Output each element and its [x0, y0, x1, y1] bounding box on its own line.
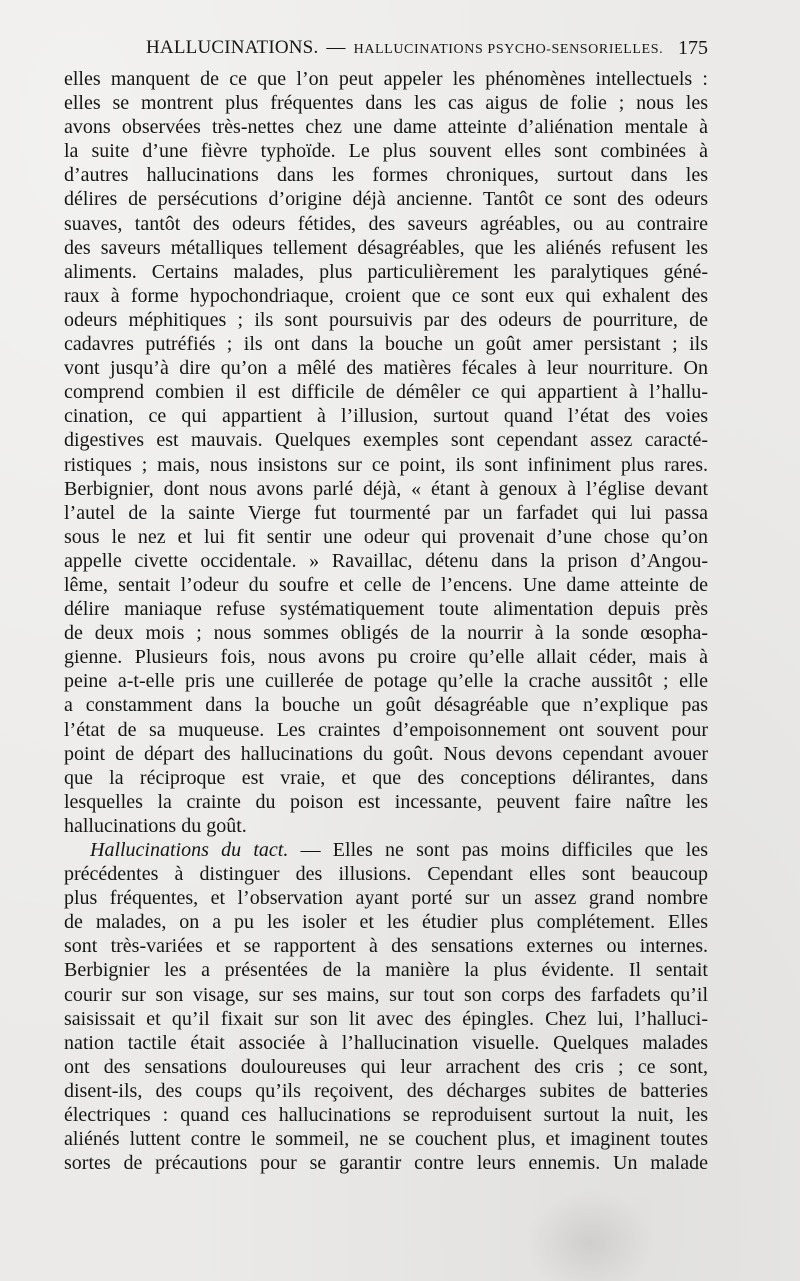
section-heading-continuation: — Elles ne sont pas moins difficiles que les	[288, 839, 708, 861]
text-line: l’état de sa muqueuse. Les craintes d’empoisonnement ont souvent pour	[64, 718, 708, 741]
text-line: aliments. Certains malades, plus particulièrement les paralytiques géné-	[64, 260, 708, 283]
section-heading-tact: Hallucinations du tact.	[90, 839, 289, 861]
text-line: de malades, on a pu les isoler et les étudier plus complétement. Elles	[64, 911, 708, 934]
text-line: sortes de précautions pour se garantir contre leurs ennemis. Un malade	[64, 1152, 708, 1175]
body-text	[64, 67, 708, 1175]
text-line: gienne. Plusieurs fois, nous avons pu croire qu’elle allait céder, mais à	[64, 646, 708, 669]
running-head-title: HALLUCINATIONS.	[146, 37, 319, 58]
text-line: suaves, tantôt des odeurs fétides, des saveurs agréables, ou au contraire	[64, 212, 708, 235]
text-line: a constamment dans la bouche un goût désagréable que n’explique pas	[64, 694, 708, 717]
text-line: odeurs méphitiques ; ils sont poursuivis par des odeurs de pourriture, de	[64, 308, 708, 331]
text-line: ont des sensations douloureuses qui leur arrachent des cris ; ce sont,	[64, 1055, 708, 1078]
text-line: appelle civette occidentale. » Ravaillac, détenu dans la prison d’Angou-	[64, 549, 708, 572]
text-line: sont très-variées et se rapportent à des sensations externes ou internes.	[64, 935, 708, 958]
text-line: point de départ des hallucinations du goût. Nous devons cependant avouer	[64, 742, 708, 765]
text-line: Berbignier, dont nous avons parlé déjà, « étant à genoux à l’église devant	[64, 477, 708, 500]
text-line: disent-ils, des coups qu’ils reçoivent, des décharges subites de batteries	[64, 1079, 708, 1102]
text-line: digestives est mauvais. Quelques exemples sont cependant assez caracté-	[64, 429, 708, 452]
text-line: lesquelles la crainte du poison est incessante, peuvent faire naître les	[64, 790, 708, 813]
text-line: avons observées très-nettes chez une dame atteinte d’aliénation mentale à	[64, 116, 708, 139]
text-line: ristiques ; mais, nous insistons sur ce point, ils sont infiniment plus rares.	[64, 453, 708, 476]
text-line: électriques : quand ces hallucinations se reproduisent surtout la nuit, les	[64, 1104, 708, 1127]
text-line: comprend combien il est difficile de démêler ce qui appartient à l’hallu-	[64, 381, 708, 404]
text-line: d’autres hallucinations dans les formes chroniques, surtout dans les	[64, 164, 708, 187]
text-line: délires de persécutions d’origine déjà ancienne. Tantôt ce sont des odeurs	[64, 188, 708, 211]
text-line: raux à forme hypochondriaque, croient que ce sont eux qui exhalent des	[64, 284, 708, 307]
page-number: 175	[678, 37, 708, 59]
text-line: plus fréquentes, et l’observation ayant porté sur un assez grand nombre	[64, 887, 708, 910]
text-line: la suite d’une fièvre typhoïde. Le plus souvent elles sont combinées à	[64, 140, 708, 163]
text-line: précédentes à distinguer des illusions. Cependant elles sont beaucoup	[64, 863, 708, 886]
text-line: elles se montrent plus fréquentes dans les cas aigus de folie ; nous les	[64, 92, 708, 115]
paper-smudge	[520, 1185, 660, 1281]
text-line: sous le nez et lui fit sentir une odeur qui provenait d’une chose qu’on	[64, 525, 708, 548]
section-heading-line	[64, 838, 708, 862]
text-line: cination, ce qui appartient à l’illusion, surtout quand l’état des voies	[64, 405, 708, 428]
text-line: de deux mois ; nous sommes obligés de la nourrir à la sonde œsopha-	[64, 622, 708, 645]
text-line: aliénés luttent contre le sommeil, ne se couchent plus, et imaginent toutes	[64, 1128, 708, 1151]
text-line: cadavres putréfiés ; ils ont dans la bouche un goût amer persistant ; ils	[64, 333, 708, 356]
running-head-subtitle: HALLUCINATIONS PSYCHO-SENSORIELLES.	[353, 42, 664, 57]
text-line: peine a-t-elle pris une cuillerée de potage qu’elle la crache aussitôt ; elle	[64, 670, 708, 693]
text-line: que la réciproque est vraie, et que des conceptions délirantes, dans	[64, 766, 708, 789]
text-line: nation tactile était associée à l’hallucination visuelle. Quelques malades	[64, 1031, 708, 1054]
text-line: des saveurs métalliques tellement désagréables, que les aliénés refusent les	[64, 236, 708, 259]
text-line: lême, sentait l’odeur du soufre et celle de l’encens. Une dame atteinte de	[64, 573, 708, 596]
running-head-separator: —	[326, 37, 346, 58]
text-line: délire maniaque refuse systématiquement toute alimentation depuis près	[64, 598, 708, 621]
text-line: Berbignier les a présentées de la manière la plus évidente. Il sentait	[64, 959, 708, 982]
running-head	[146, 34, 663, 64]
text-line: vont jusqu’à dire qu’on a mêlé des matières fécales à leur nourriture. On	[64, 357, 708, 380]
text-line: courir sur son visage, sur ses mains, sur tout son corps des farfadets qu’il	[64, 983, 708, 1006]
text-line: elles manquent de ce que l’on peut appeler les phénomènes intellectuels :	[64, 68, 708, 90]
text-line: l’autel de la sainte Vierge fut tourmenté par un farfadet qui lui passa	[64, 501, 708, 524]
paragraph-end-line: hallucinations du goût.	[64, 814, 247, 837]
text-line: saisissait et qu’il fixait sur son lit avec des épingles. Chez lui, l’halluci-	[64, 1007, 708, 1030]
page-header	[64, 34, 708, 62]
